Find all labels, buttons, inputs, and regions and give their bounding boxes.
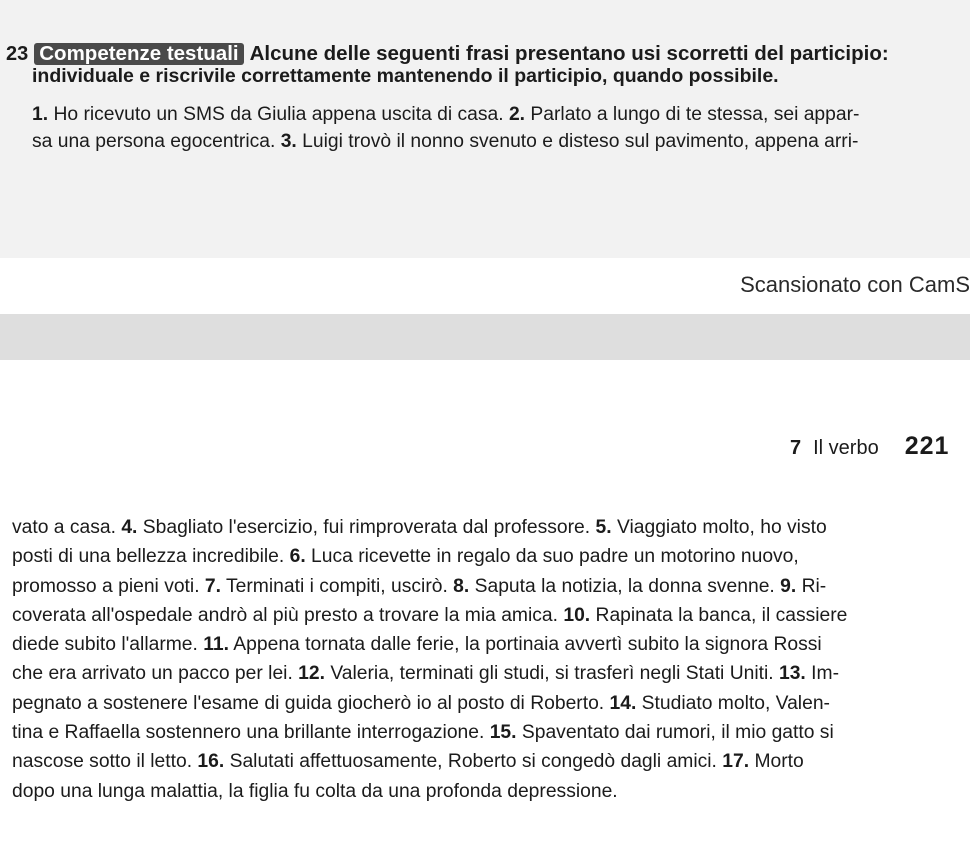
sentence-number: 5. — [595, 517, 612, 538]
text-line — [12, 689, 960, 718]
sentence-number: 10. — [563, 604, 591, 626]
text-line — [32, 101, 967, 128]
sentence-number: 1. — [32, 104, 49, 125]
sentence-text: pegnato a sostenere l'esame di guida giocherò io al posto di Roberto. — [12, 692, 610, 714]
sentence-text: Salutati affettuosamente, Roberto si congedò dagli amici. — [224, 751, 723, 773]
sentence-text: Valeria, terminati gli studi, si trasferì negli Stati Uniti. — [324, 663, 779, 685]
sentence-number: 4. — [121, 517, 138, 538]
text-line — [12, 630, 960, 659]
text-line — [12, 542, 960, 571]
sentence-text: vato a casa. — [12, 517, 122, 538]
exercise-instruction-2: individuale e riscrivile correttamente mantenendo il participio, quando possibile. — [32, 65, 779, 87]
sentence-text: Rapinata la banca, il cassiere — [590, 604, 848, 626]
sentence-number: 12. — [298, 663, 325, 685]
sentence-text: Appena tornata dalle ferie, la portinaia avvertì subito la signora Rossi — [229, 634, 822, 656]
sentence-text: Ri- — [796, 575, 827, 597]
sentence-text: Sbagliato l'esercizio, fui rimproverata dal professore. — [137, 517, 596, 538]
exercise-text-body — [12, 513, 960, 806]
sentence-number: 16. — [197, 751, 225, 773]
sentence-text: Im- — [805, 663, 839, 685]
sentence-text: Morto — [749, 751, 804, 773]
exercise-heading — [6, 40, 966, 68]
page-gap — [0, 314, 970, 360]
sentence-number: 7. — [204, 575, 222, 597]
sentence-text: diede subito l'allarme. — [12, 634, 204, 656]
sentence-text: Ho ricevuto un SMS da Giulia appena uscita di casa. — [48, 104, 509, 125]
sentence-number: 14. — [609, 692, 637, 714]
text-line — [12, 777, 960, 806]
sentence-text: Viaggiato molto, ho visto — [611, 517, 827, 538]
scan-watermark: Scansionato con CamS — [740, 272, 970, 297]
sentence-text: posti di una bellezza incredibile. — [12, 546, 290, 568]
exercise-number: 23 — [6, 43, 29, 65]
sentence-number: 15. — [489, 722, 517, 744]
text-line — [32, 128, 967, 155]
sentence-text: Luigi trovò il nonno svenuto e disteso sul pavimento, appena arri- — [296, 131, 859, 152]
sentence-number: 9. — [780, 575, 797, 597]
sentence-number: 6. — [289, 546, 306, 568]
sentence-text: sa una persona egocentrica. — [32, 131, 281, 152]
exercise-text-top — [32, 101, 967, 155]
sentence-text: Luca ricevette in regalo da suo padre un motorino nuovo, — [305, 546, 799, 568]
sentence-number: 11. — [203, 634, 229, 656]
sentence-text: Saputa la notizia, la donna svenne. — [469, 575, 781, 597]
text-line — [12, 659, 960, 688]
sentence-number: 3. — [280, 131, 297, 152]
sentence-text: Terminati i compiti, uscirò. — [221, 575, 454, 597]
sentence-text: dopo una lunga malattia, la figlia fu colta da una profonda depressione. — [12, 780, 618, 802]
sentence-text: Spaventato dai rumori, il mio gatto si — [516, 722, 834, 744]
sentence-text: nascose sotto il letto. — [12, 751, 198, 773]
text-line — [12, 513, 960, 542]
page-header — [790, 432, 949, 461]
chapter-number: 7 — [790, 437, 802, 459]
sentence-number: 8. — [453, 575, 470, 597]
sentence-number: 2. — [508, 104, 526, 125]
sentence-text: tina e Raffaella sostennero una brillante interrogazione. — [12, 722, 490, 744]
sentence-text: Parlato a lungo di te stessa, sei appar- — [525, 104, 860, 125]
sentence-number: 13. — [778, 663, 806, 685]
page-number: 221 — [904, 432, 950, 460]
text-line — [12, 718, 960, 747]
sentence-text: Studiato molto, Valen- — [636, 692, 830, 714]
text-line — [12, 601, 960, 630]
chapter-title: Il verbo — [813, 437, 879, 459]
sentence-text: coverata all'ospedale andrò al più presto a trovare la mia amica. — [12, 604, 564, 626]
text-line — [12, 572, 960, 601]
exercise-instruction-1: Alcune delle seguenti frasi presentano usi scorretti del participio: — [249, 42, 889, 65]
text-line — [12, 747, 960, 776]
sentence-text: promosso a pieni voti. — [12, 575, 205, 597]
exercise-badge: Competenze testuali — [34, 43, 243, 65]
sentence-text: che era arrivato un pacco per lei. — [12, 663, 299, 685]
sentence-number: 17. — [722, 751, 750, 773]
